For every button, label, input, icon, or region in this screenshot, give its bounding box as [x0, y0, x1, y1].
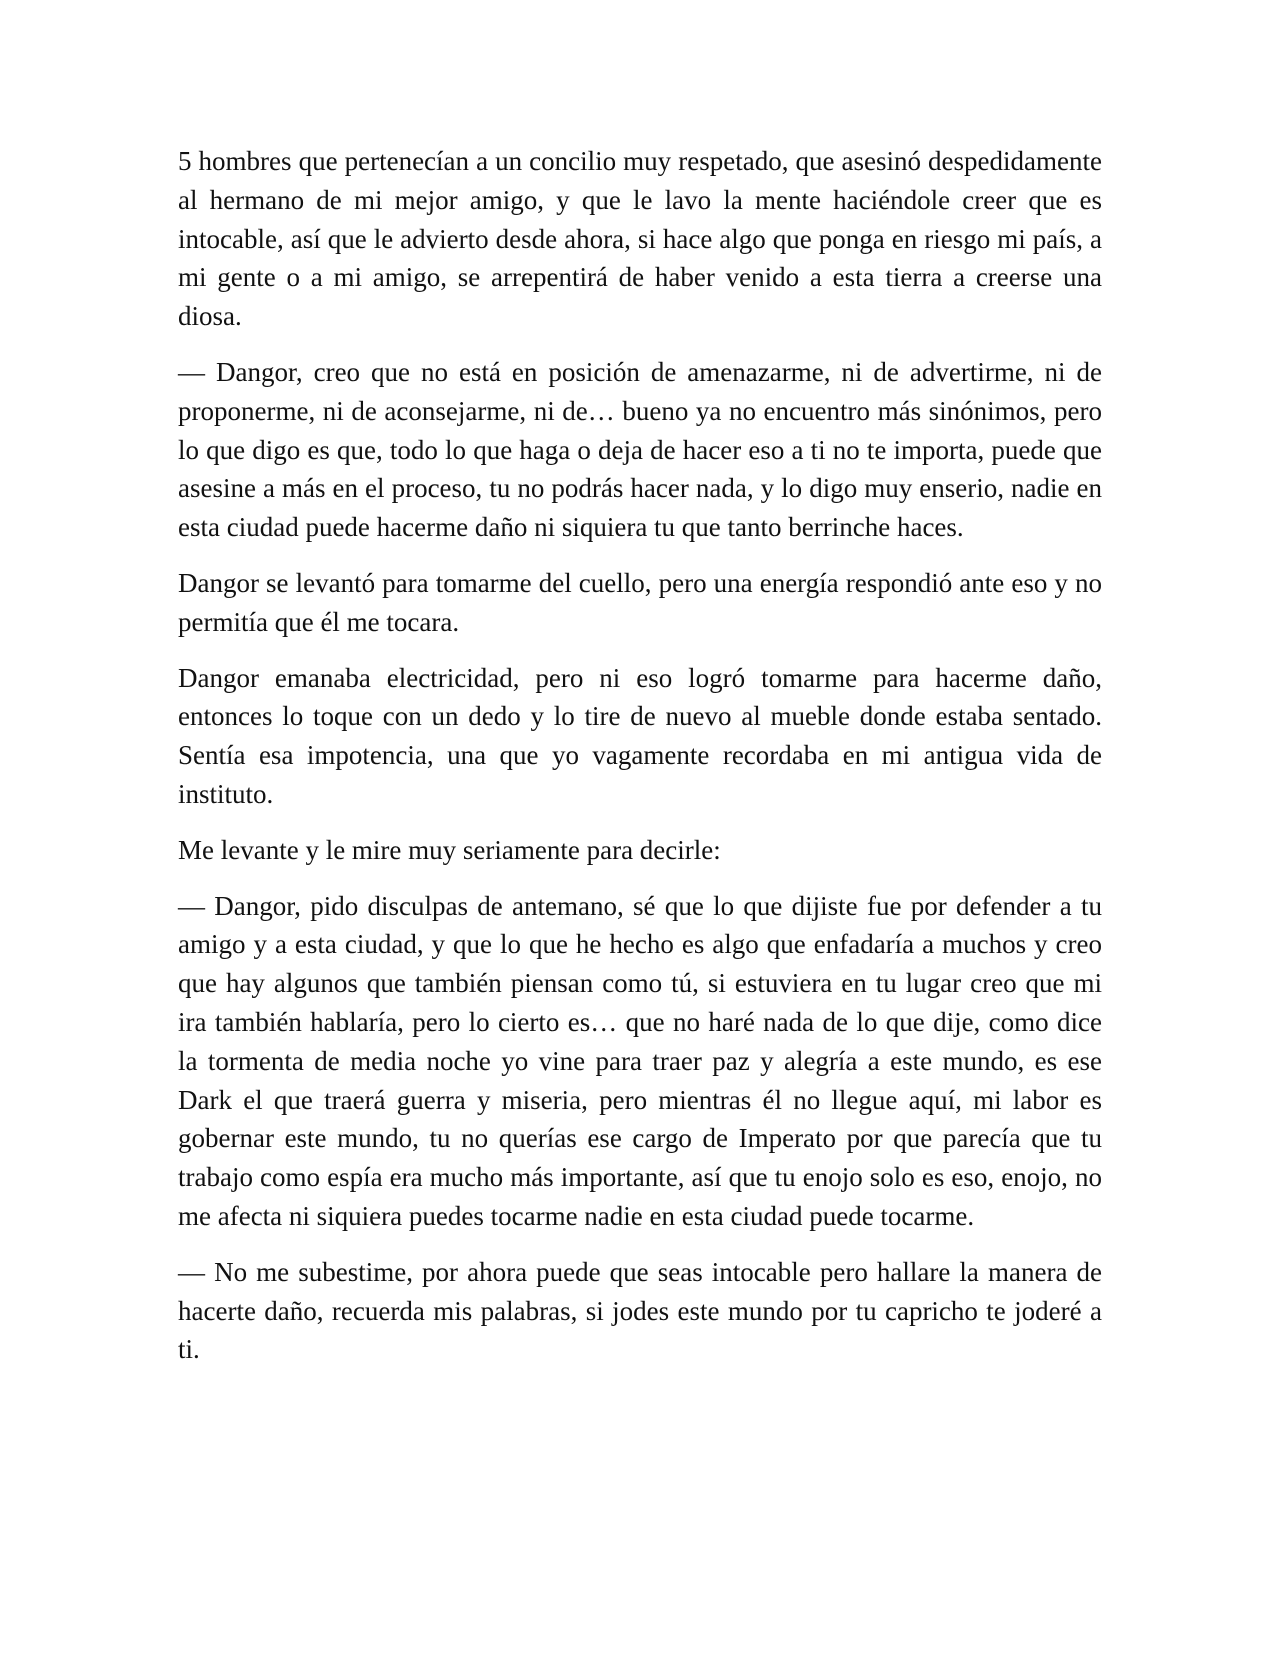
paragraph-2: — Dangor, creo que no está en posición de amenazarme, ni de advertirme, ni de proponerme, ni de aconsejarme, ni de… bueno ya no encuentro más sinónimos, pero lo que digo es que, todo lo que haga o deja de hacer eso a ti no te importa, puede que asesine a más en el proceso, tu no podrás hacer nada, y lo digo muy enserio, nadie en esta ciudad puede hacerme daño ni siquiera tu que tanto berrinche haces. [178, 356, 1102, 543]
paragraph-5: Me levante y le mire muy seriamente para decirle: [178, 834, 721, 865]
paragraph-6: — Dangor, pido disculpas de antemano, sé que lo que dijiste fue por defender a tu amigo y a esta ciudad, y que lo que he hecho es algo que enfadaría a muchos y creo que hay algunos que también piensan como tú, si estuviera en tu lugar creo que mi ira también hablaría, pero lo cierto es… que no haré nada de lo que dije, como dice la tormenta de media noche yo vine para traer paz y alegría a este mundo, es ese Dark el que traerá guerra y miseria, pero mientras él no llegue aquí, mi labor es gobernar este mundo, tu no querías ese cargo de Imperato por que parecía que tu trabajo como espía era mucho más importante, así que tu enojo solo es eso, enojo, no me afecta ni siquiera puedes tocarme nadie en esta ciudad puede tocarme. [178, 890, 1102, 1231]
document-page [178, 142, 1102, 1386]
paragraph-4: Dangor emanaba electricidad, pero ni eso logró tomarme para hacerme daño, entonces lo toque con un dedo y lo tire de nuevo al mueble donde estaba sentado. Sentía esa impotencia, una que yo vagamente recordaba en mi antigua vida de instituto. [178, 662, 1102, 809]
paragraph-1: 5 hombres que pertenecían a un concilio muy respetado, que asesinó despedidamente al hermano de mi mejor amigo, y que le lavo la mente haciéndole creer que es intocable, así que le advierto desde ahora, si hace algo que ponga en riesgo mi país, a mi gente o a mi amigo, se arrepentirá de haber venido a esta tierra a creerse una diosa. [178, 146, 1102, 332]
paragraph-7: — No me subestime, por ahora puede que seas intocable pero hallare la manera de hacerte daño, recuerda mis palabras, si jodes este mundo por tu capricho te joderé a ti. [178, 1256, 1102, 1365]
paragraph-3: Dangor se levantó para tomarme del cuello, pero una energía respondió ante eso y no permitía que él me tocara. [178, 567, 1102, 637]
